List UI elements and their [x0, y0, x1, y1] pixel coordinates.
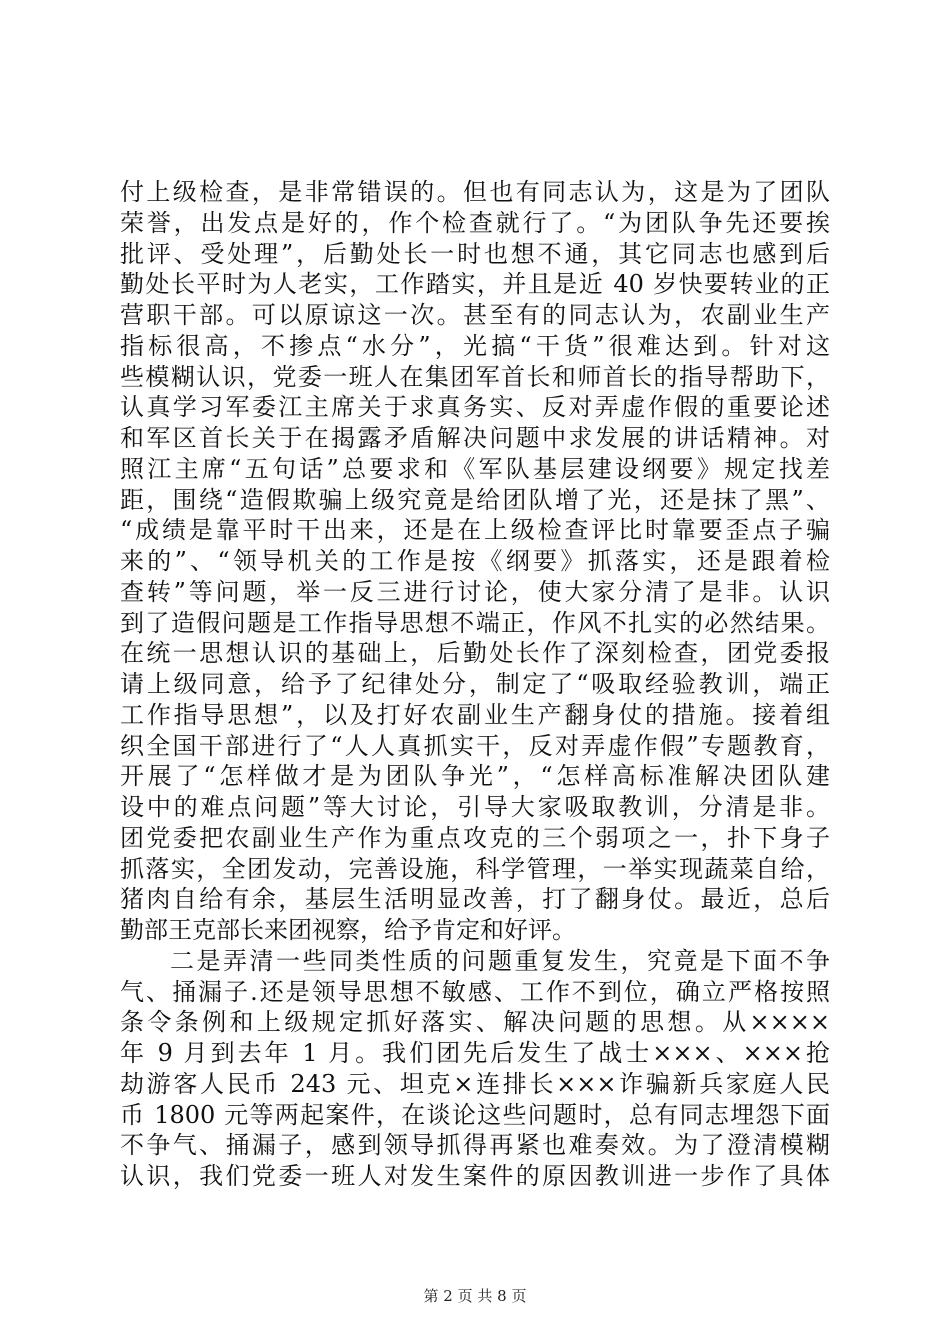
text-line: 条令条例和上级规定抓好落实、解决问题的思想。从×××× [120, 1008, 830, 1037]
text-line: 营职干部。可以原谅这一次。甚至有的同志认为，农副业生产 [120, 301, 830, 329]
text-line: 来的”、“领导机关的工作是按《纲要》抓落实，还是跟着检 [120, 547, 830, 575]
text-line: 劫游客人民币 243 元、坦克×连排长×××诈骗新兵家庭人民 [120, 1069, 830, 1098]
text-line: 指标很高，不掺点“水分”，光搞“干货”很难达到。针对这 [120, 331, 830, 360]
text-line: 气、捅漏子.还是领导思想不敏感、工作不到位，确立严格按照 [120, 977, 830, 1006]
text-line: 些模糊认识，党委一班人在集团军首长和师首长的指导帮助下， [120, 362, 830, 391]
text-line: 认真学习军委江主席关于求真务实、反对弄虚作假的重要论述 [120, 393, 830, 422]
paragraph-start-line: 二是弄清一些同类性质的问题重复发生，究竟是下面不争 [170, 946, 830, 975]
page-number-footer: 第 2 页 共 8 页 [423, 1287, 527, 1305]
text-line: 距，围绕“造假欺骗上级究竟是给团队增了光，还是抹了黑”、 [120, 485, 830, 514]
text-line: 不争气、捅漏子，感到领导抓得再紧也难奏效。为了澄清模糊 [120, 1131, 830, 1160]
text-line: 勤处长平时为人老实，工作踏实，并且是近 40 岁快要转业的正 [120, 270, 830, 299]
text-line: 请上级同意，给予了纪律处分，制定了“吸取经验教训，端正 [120, 670, 830, 698]
text-line: 设中的难点问题”等大讨论，引导大家吸取教训，分清是非。 [120, 793, 830, 821]
text-line: 批评、受处理”，后勤处长一时也想不通，其它同志也感到后 [120, 239, 830, 268]
text-line: 抓落实，全团发动，完善设施，科学管理，一举实现蔬菜自给， [120, 854, 830, 883]
text-line: 到了造假问题是工作指导思想不端正，作风不扎实的必然结果。 [120, 608, 830, 637]
text-line: 团党委把农副业生产作为重点攻克的三个弱项之一，扑下身子 [120, 823, 830, 852]
text-line: 查转”等问题，举一反三进行讨论，使大家分清了是非。认识 [120, 577, 830, 606]
paragraph-end-line: 勤部王克部长来团视察，给予肯定和好评。 [120, 916, 576, 944]
text-line: 猪肉自给有余，基层生活明显改善，打了翻身仗。最近，总后 [120, 885, 830, 914]
text-line: “成绩是靠平时干出来，还是在上级检查评比时靠要歪点子骗 [120, 516, 830, 545]
text-line: 在统一思想认识的基础上，后勤处长作了深刻检查，团党委报 [120, 639, 830, 668]
text-line: 币 1800 元等两起案件，在谈论这些问题时，总有同志埋怨下面 [120, 1100, 830, 1129]
text-line: 照江主席“五句话”总要求和《军队基层建设纲要》规定找差 [120, 454, 830, 483]
text-line: 工作指导思想”，以及打好农副业生产翻身仗的措施。接着组 [120, 700, 830, 729]
text-line: 开展了“怎样做才是为团队争光”，“怎样高标准解决团队建 [120, 762, 830, 791]
body-text [120, 177, 830, 1192]
text-line: 荣誉，出发点是好的，作个检查就行了。“为团队争先还要挨 [120, 208, 830, 237]
text-line: 和军区首长关于在揭露矛盾解决问题中求发展的讲话精神。对 [120, 424, 830, 452]
text-line: 织全国干部进行了“人人真抓实干，反对弄虚作假”专题教育， [120, 731, 830, 760]
text-line: 认识，我们党委一班人对发生案件的原因教训进一步作了具体 [120, 1162, 830, 1190]
text-line: 年 9 月到去年 1 月。我们团先后发生了战士×××、×××抢 [120, 1039, 830, 1067]
text-line: 付上级检查，是非常错误的。但也有同志认为，这是为了团队 [120, 178, 830, 206]
